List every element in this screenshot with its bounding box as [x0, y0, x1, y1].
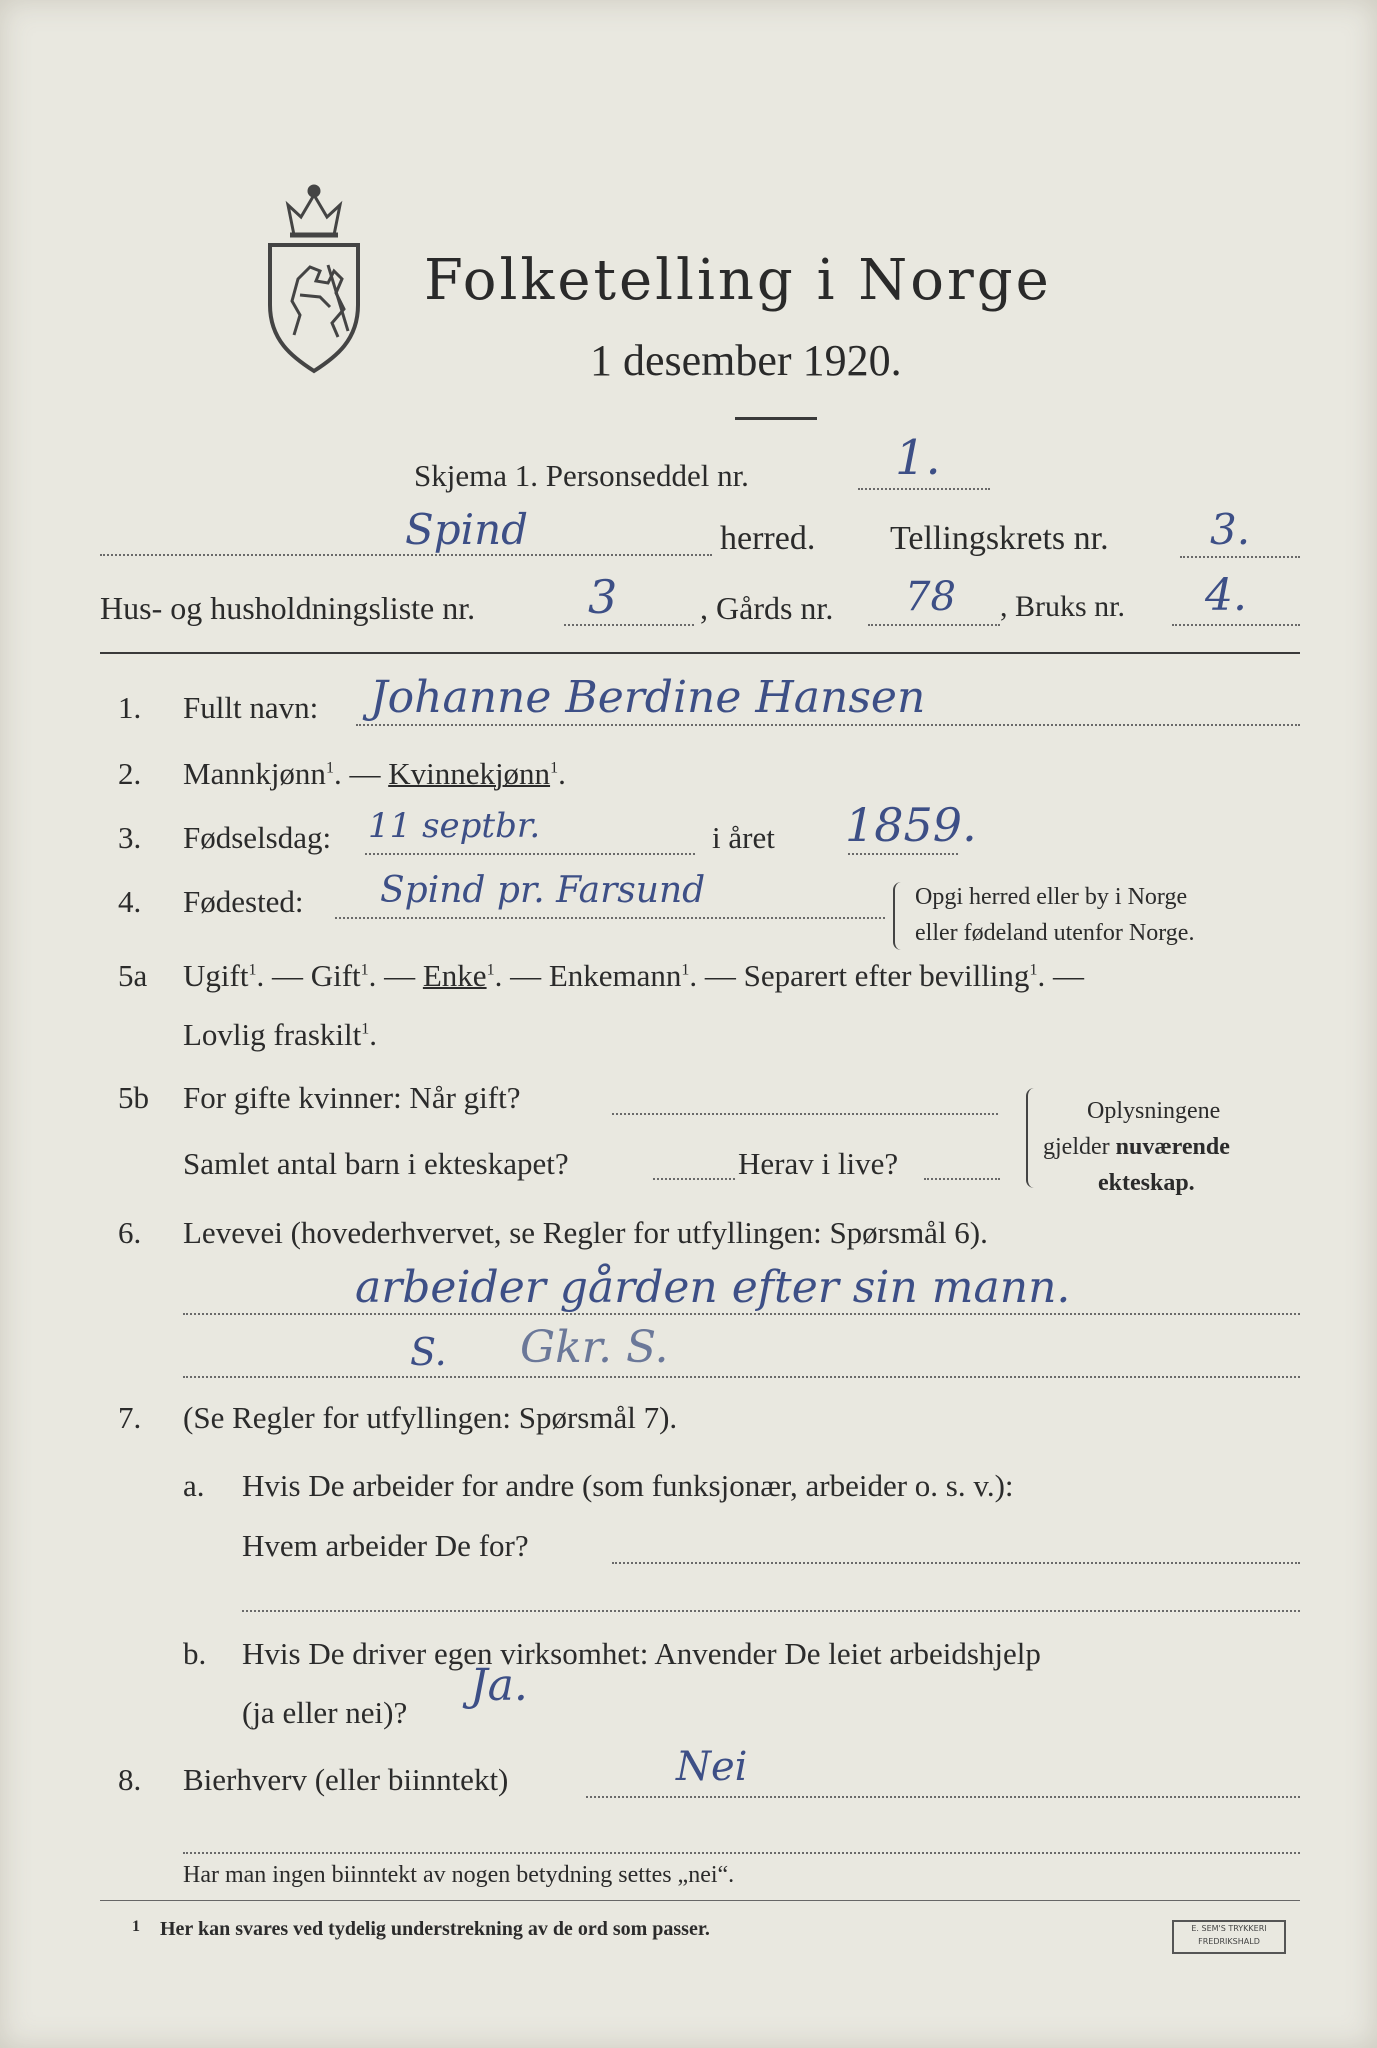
- herred-label: herred.: [720, 520, 816, 557]
- q1-label: Fullt navn:: [183, 690, 319, 725]
- occupation-line2: [183, 1376, 1300, 1378]
- gards-line: [868, 624, 1000, 626]
- q7a-letter: a.: [183, 1468, 205, 1503]
- bruks-line: [1172, 624, 1300, 626]
- nei-note: Har man ingen biinntekt av nogen betydning settes „nei“.: [183, 1862, 735, 1888]
- norwegian-lion-crest-icon: [258, 175, 370, 375]
- tellingskrets-value: 3.: [1210, 505, 1251, 554]
- q4-label: Fødested:: [183, 884, 304, 919]
- full-name-value: Johanne Berdine Hansen: [370, 672, 926, 723]
- bruks-value: 4.: [1205, 570, 1247, 621]
- title-divider: [735, 417, 817, 420]
- herred-value: Spind: [405, 505, 529, 554]
- hired-help-value: Ja.: [470, 1660, 528, 1711]
- married-when-line: [612, 1113, 998, 1115]
- occupation-code: Gkr. S.: [520, 1322, 669, 1373]
- male-option: Mannkjønn: [183, 756, 326, 791]
- occupation-code-prefix: S.: [410, 1330, 447, 1374]
- personseddel-value: 1.: [895, 430, 941, 486]
- q7-number: 7.: [118, 1400, 142, 1435]
- footer-rule: [100, 1900, 1300, 1901]
- gift-option: Gift: [310, 958, 361, 993]
- q4-number: 4.: [118, 884, 142, 919]
- bruks-label: , Bruks nr.: [1000, 590, 1126, 623]
- form-title: Folketelling i Norge: [424, 248, 1052, 313]
- birthday-value: 11 septbr.: [368, 806, 541, 846]
- personseddel-line: [858, 488, 990, 490]
- q5b-brace: [1026, 1088, 1040, 1188]
- footnote-mark: 1: [132, 1918, 140, 1935]
- birth-year-value: 1859.: [845, 798, 977, 852]
- children-alive-line: [924, 1178, 1000, 1180]
- gender-options: Mannkjønn$^1$. — Kvinnekjønn$^1$.: [183, 756, 566, 791]
- q6-label: Levevei (hovederhvervet, se Regler for utfyllingen: Spørsmål 6).: [183, 1215, 988, 1250]
- side-income-value: Nei: [676, 1744, 748, 1790]
- q8-label: Bierhverv (eller biinntekt): [183, 1762, 509, 1797]
- husholdningsliste-line: [564, 624, 694, 626]
- marriage-note-line1: Oplysningene: [1087, 1098, 1221, 1124]
- birthplace-value: Spind pr. Farsund: [380, 870, 706, 911]
- marital-status-options: Ugift$^1$. — Gift$^1$. — Enke$^1$. — Enkemann$^1$. — Separert efter bevilling$^1$. —: [183, 958, 1084, 993]
- female-option: Kvinnekjønn: [388, 756, 551, 791]
- fraskilt-option: Lovlig fraskilt: [183, 1017, 362, 1052]
- fraskilt-line: Lovlig fraskilt$^1$.: [183, 1017, 377, 1052]
- side-income-line2: [183, 1852, 1300, 1854]
- employer-line1: [612, 1562, 1300, 1564]
- year-label: i året: [712, 820, 775, 855]
- form-date: 1 desember 1920.: [590, 336, 902, 385]
- q5b-number: 5b: [118, 1080, 149, 1115]
- q6-number: 6.: [118, 1215, 142, 1250]
- ugift-option: Ugift: [183, 958, 249, 993]
- marriage-note-line2: gjelder nuværende: [1043, 1134, 1230, 1160]
- header-rule: [100, 652, 1300, 654]
- herred-line: [100, 554, 712, 556]
- q1-line: [356, 724, 1300, 726]
- children-total-label: Samlet antal barn i ekteskapet?: [183, 1146, 569, 1181]
- tellingskrets-line: [1180, 556, 1300, 558]
- q8-number: 8.: [118, 1762, 142, 1797]
- q7-label: (Se Regler for utfyllingen: Spørsmål 7).: [183, 1400, 678, 1435]
- children-total-line: [653, 1178, 735, 1180]
- married-when-label: For gifte kvinner: Når gift?: [183, 1080, 521, 1115]
- occupation-value: arbeider gården efter sin mann.: [355, 1262, 1071, 1313]
- q7a-employer-label: Hvem arbeider De for?: [242, 1528, 529, 1563]
- q7a-question: Hvis De arbeider for andre (som funksjonær, arbeider o. s. v.):: [242, 1468, 1014, 1503]
- side-income-line1: [586, 1796, 1300, 1798]
- marriage-note-line3: ekteskap.: [1098, 1170, 1195, 1196]
- birthplace-line: [335, 917, 885, 919]
- husholdningsliste-value: 3: [588, 570, 618, 624]
- year-line: [848, 853, 958, 855]
- enkemann-option: Enkemann: [548, 958, 682, 993]
- footnote-text: Her kan svares ved tydelig understrekning av de ord som passer.: [160, 1918, 710, 1940]
- q7b-letter: b.: [183, 1636, 207, 1671]
- q7b-yes-no-label: (ja eller nei)?: [242, 1695, 408, 1730]
- gards-value: 78: [905, 574, 956, 620]
- q3-label: Fødselsdag:: [183, 820, 332, 855]
- employer-line2: [242, 1610, 1300, 1612]
- gards-label: , Gårds nr.: [700, 590, 834, 626]
- q7b-question: Hvis De driver egen virksomhet: Anvender De leiet arbeidshjelp: [242, 1636, 1041, 1671]
- q3-number: 3.: [118, 820, 142, 855]
- tellingskrets-label: Tellingskrets nr.: [890, 520, 1109, 557]
- husholdningsliste-label: Hus- og husholdningsliste nr.: [100, 590, 476, 626]
- q2-number: 2.: [118, 756, 142, 791]
- printer-stamp: E. SEM'S TRYKKERI FREDRIKSHALD: [1172, 1920, 1286, 1954]
- children-alive-label: Herav i live?: [738, 1146, 899, 1181]
- q1-number: 1.: [118, 690, 142, 725]
- q4-brace: [893, 882, 907, 950]
- separert-option: Separert efter bevilling: [743, 958, 1030, 993]
- enke-option: Enke: [422, 958, 487, 993]
- occupation-line1: [183, 1313, 1300, 1315]
- birthplace-note-line1: Opgi herred eller by i Norge: [915, 884, 1188, 910]
- birthplace-note-line2: eller fødeland utenfor Norge.: [915, 920, 1195, 946]
- skjema-label: Skjema 1. Personseddel nr.: [414, 458, 749, 493]
- q5a-number: 5a: [118, 958, 148, 993]
- birthday-line: [365, 853, 695, 855]
